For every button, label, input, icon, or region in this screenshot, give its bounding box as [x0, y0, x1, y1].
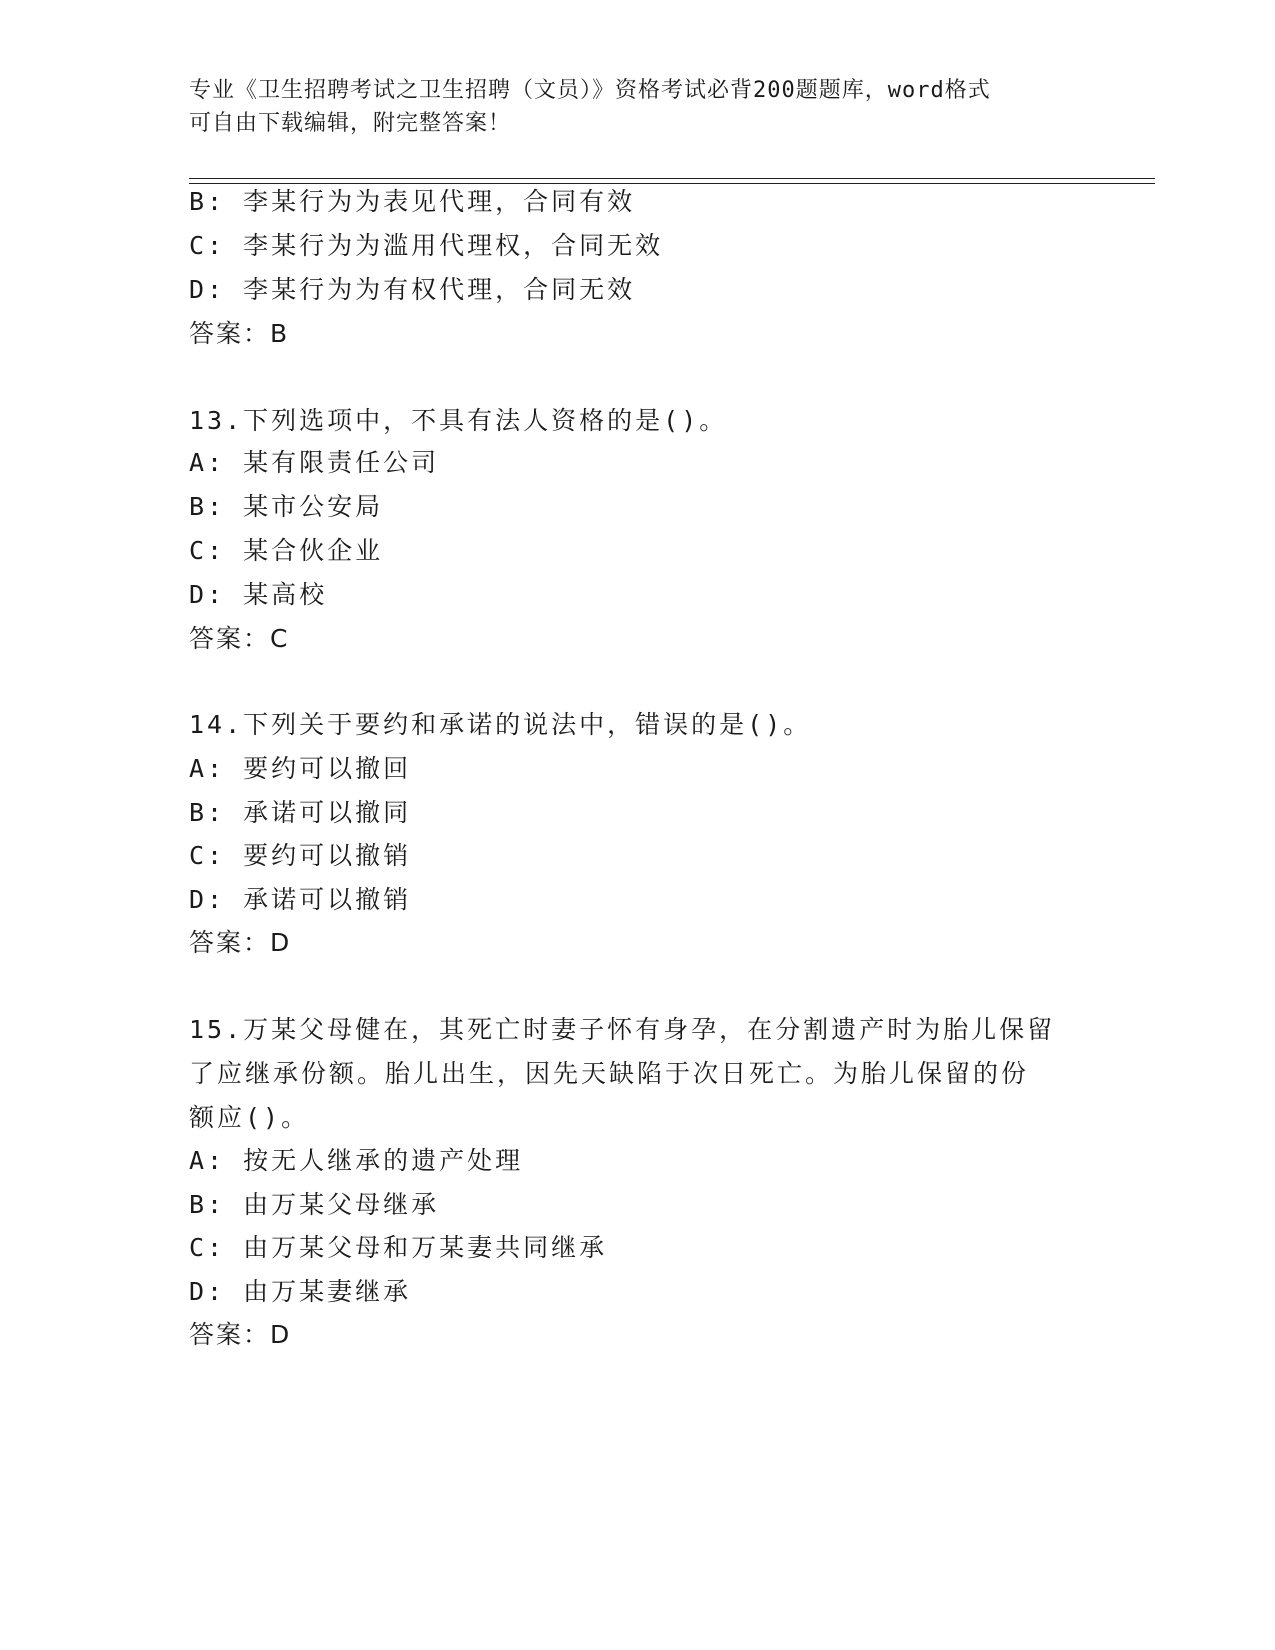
- header-title-line-1: 专业《卫生招聘考试之卫生招聘（文员）》资格考试必背200题题库，word格式: [189, 78, 991, 103]
- answer-line: 答案：D: [189, 1320, 292, 1349]
- option-c: C: 李某行为为滥用代理权，合同无效: [189, 231, 664, 260]
- option-a: A: 按无人继承的遗产处理: [189, 1146, 524, 1175]
- document-header: [189, 74, 1089, 140]
- option-d: D: 李某行为为有权代理，合同无效: [189, 275, 636, 304]
- answer-line: 答案：D: [189, 928, 292, 957]
- question-stem: 14.下列关于要约和承诺的说法中，错误的是()。: [189, 710, 812, 739]
- option-b: B: 承诺可以撤同: [189, 798, 412, 827]
- answer-line: 答案：B: [189, 319, 290, 348]
- question-stem-line-1: 15.万某父母健在，其死亡时妻子怀有身孕，在分割遗产时为胎儿保留: [189, 1015, 1056, 1044]
- option-d: D: 某高校: [189, 580, 328, 609]
- option-c: C: 某合伙企业: [189, 536, 384, 565]
- question-stem-line-2: 了应继承份额。胎儿出生，因先天缺陷于次日死亡。为胎儿保留的份: [189, 1059, 1030, 1088]
- question-stem-line-3: 额应()。: [189, 1103, 310, 1132]
- option-a: A: 要约可以撤回: [189, 754, 412, 783]
- header-divider-top: [189, 178, 1155, 179]
- option-b: B: 由万某父母继承: [189, 1190, 440, 1219]
- option-d: D: 由万某妻继承: [189, 1277, 412, 1306]
- question-stem: 13.下列选项中，不具有法人资格的是()。: [189, 406, 728, 435]
- header-divider-bottom: [189, 183, 1155, 184]
- header-title-line-2: 可自由下载编辑，附完整答案！: [189, 111, 512, 136]
- option-a: A: 某有限责任公司: [189, 448, 440, 477]
- option-b: B: 某市公安局: [189, 492, 384, 521]
- option-b: B: 李某行为为表见代理，合同有效: [189, 187, 636, 216]
- option-c: C: 要约可以撤销: [189, 841, 412, 870]
- option-d: D: 承诺可以撤销: [189, 885, 412, 914]
- option-c: C: 由万某父母和万某妻共同继承: [189, 1233, 608, 1262]
- answer-line: 答案：C: [189, 624, 290, 653]
